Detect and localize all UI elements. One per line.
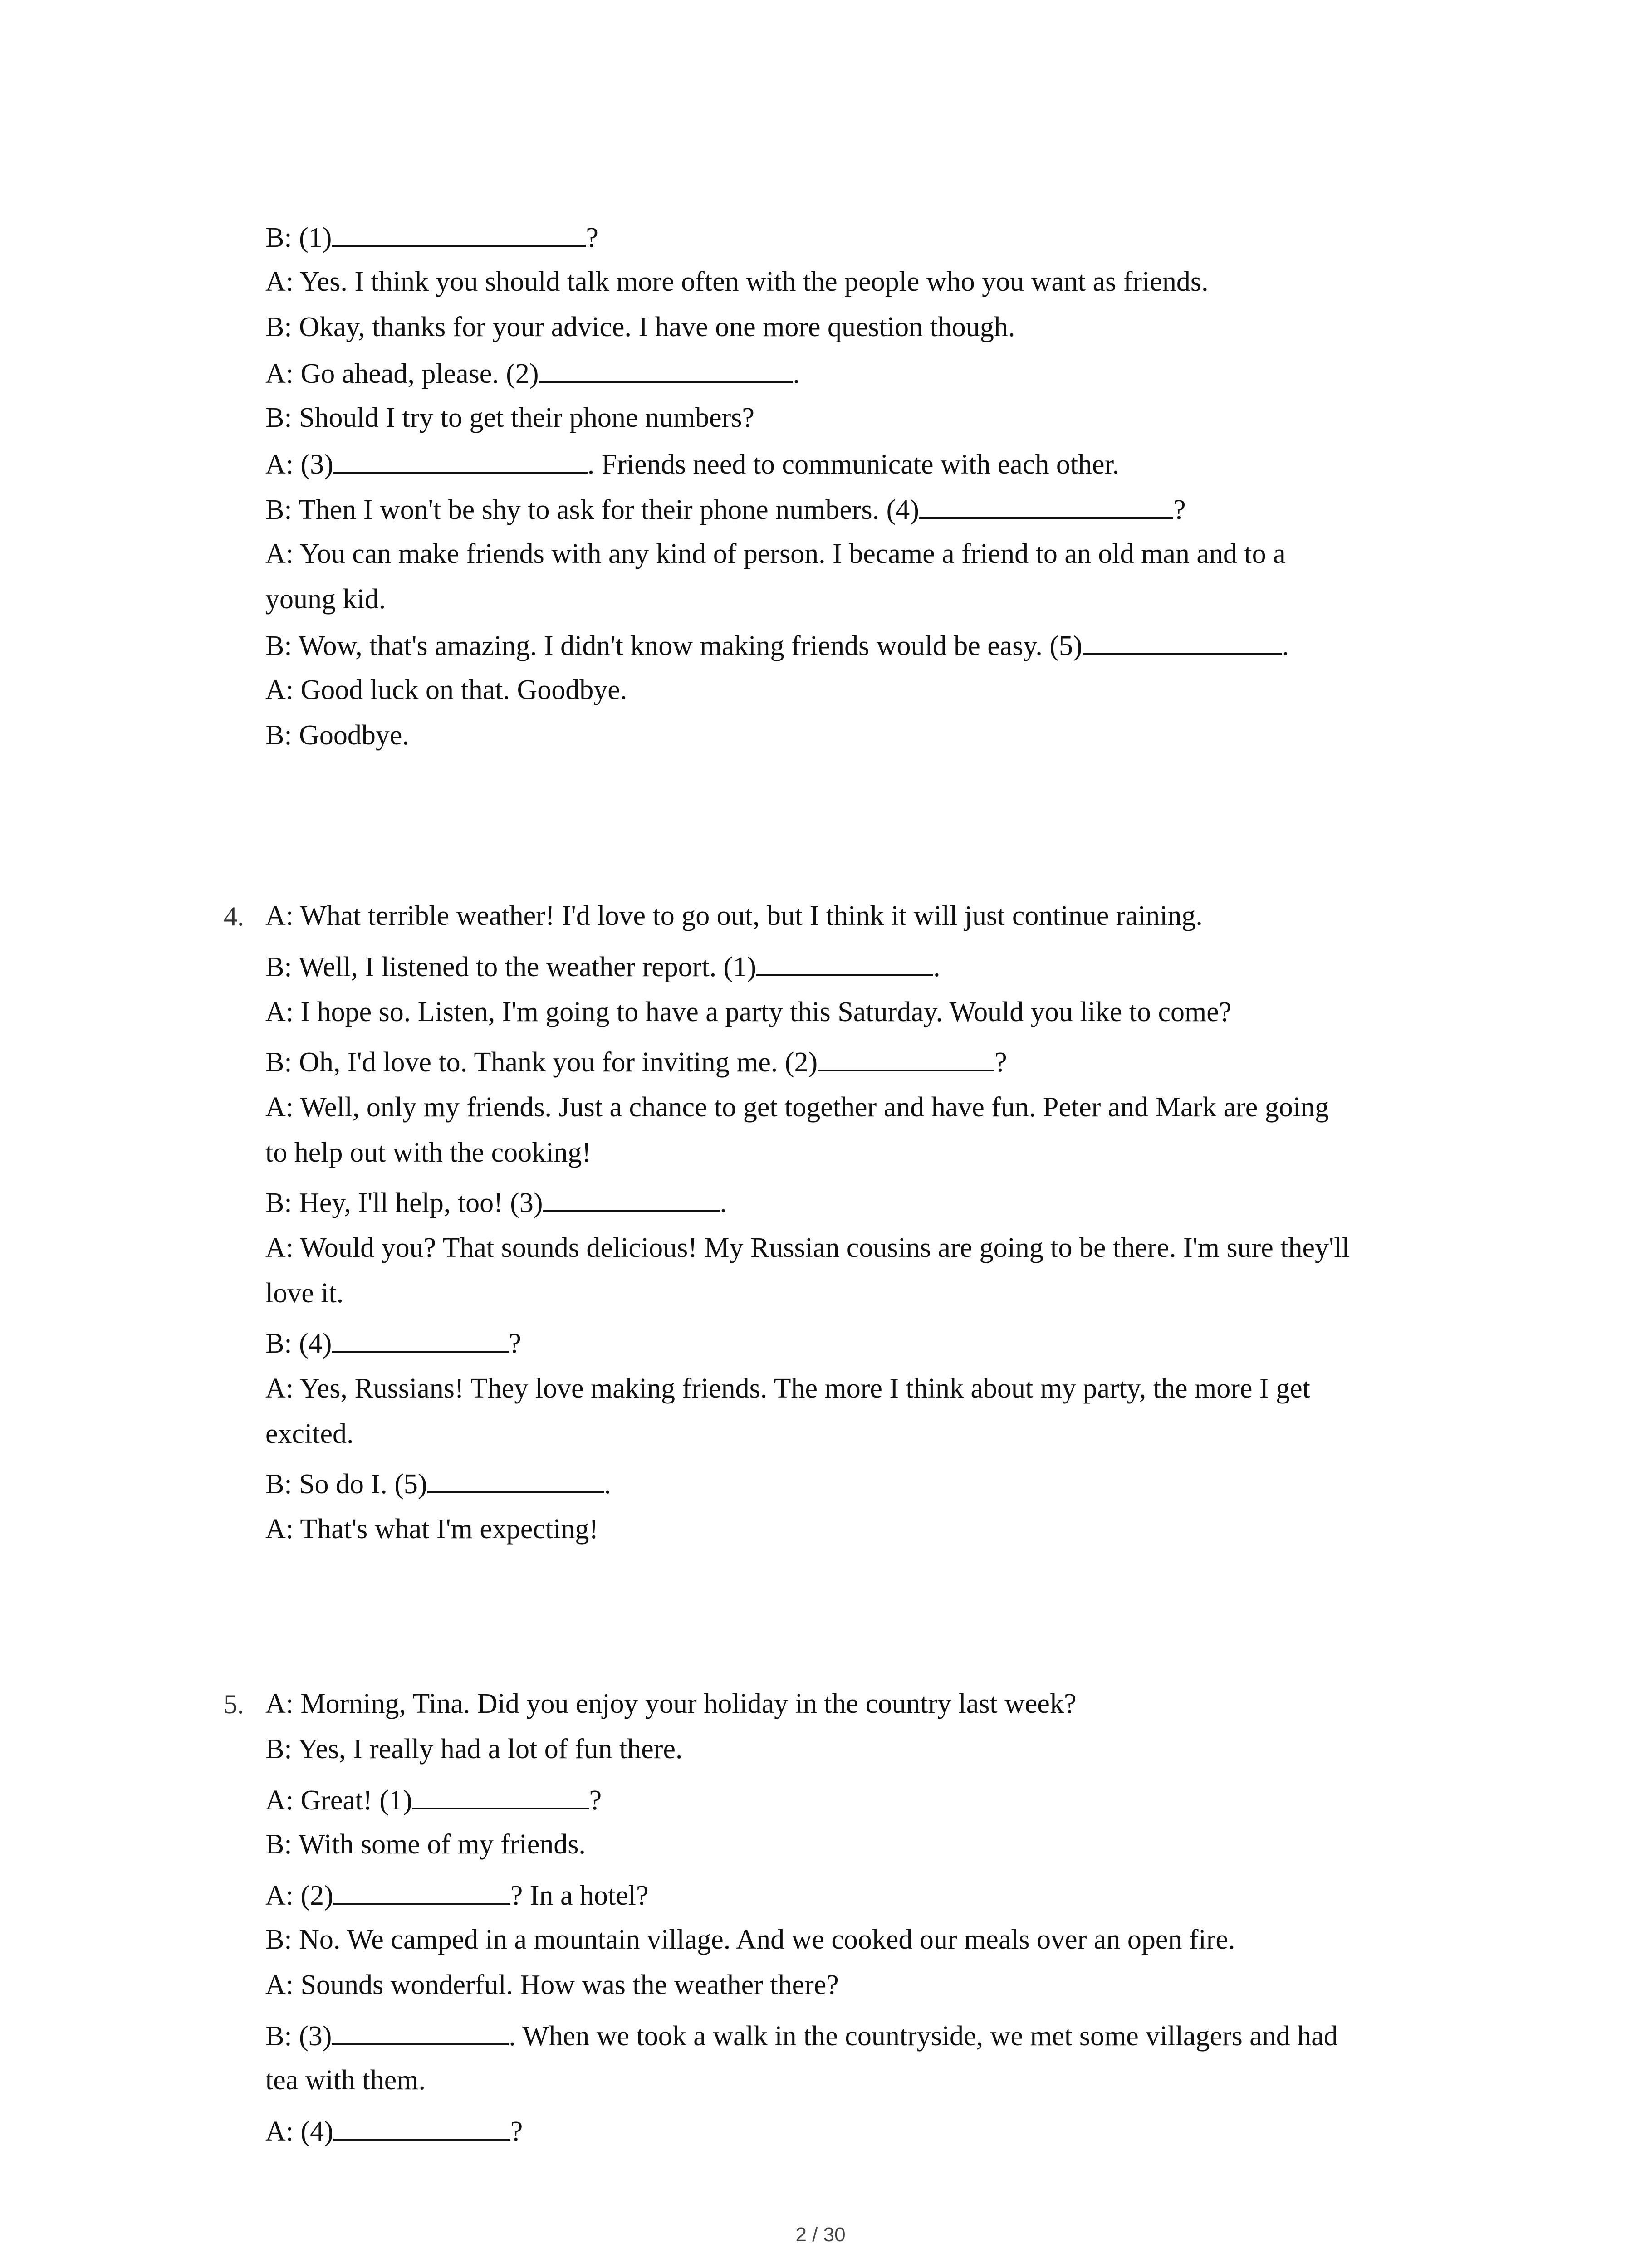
dialogue-text: ? In a hotel? [510, 1880, 649, 1911]
dialogue-text: B: Okay, thanks for your advice. I have one more question though. [265, 312, 1015, 342]
dialogue-text: A: Great! (1) [265, 1785, 412, 1816]
dialogue-text: B: So do I. (5) [265, 1469, 427, 1500]
dialogue-line [265, 1515, 598, 1543]
dialogue-text: A: Yes. I think you should talk more often with the people who you want as friends. [265, 266, 1209, 297]
dialogue-text: B: Yes, I really had a lot of fun there. [265, 1734, 683, 1765]
dialogue-line [265, 1234, 1350, 1262]
dialogue-line [265, 404, 754, 432]
dialogue-text: young kid. [265, 584, 386, 615]
answer-blank[interactable] [412, 1785, 589, 1809]
dialogue-text: B: With some of my friends. [265, 1829, 586, 1860]
answer-blank[interactable] [756, 952, 933, 976]
dialogue-text: A: Go ahead, please. (2) [265, 358, 539, 389]
dialogue-text: A: Morning, Tina. Did you enjoy your holiday in the country last week? [265, 1688, 1077, 1719]
dialogue-line [265, 1093, 1329, 1121]
dialogue-text: A: Well, only my friends. Just a chance to get together and have fun. Peter and Mark are going [265, 1092, 1329, 1123]
answer-blank[interactable] [539, 358, 793, 383]
dialogue-line [265, 540, 1286, 568]
dialogue-text: B: Well, I listened to the weather report. (1) [265, 952, 756, 982]
dialogue-line [265, 358, 800, 388]
dialogue-line [265, 2021, 1338, 2050]
dialogue-line [265, 1047, 1007, 1076]
answer-blank[interactable] [333, 2116, 510, 2141]
answer-blank[interactable] [332, 2021, 509, 2045]
dialogue-line [265, 449, 1119, 479]
dialogue-text: B: No. We camped in a mountain village. And we cooked our meals over an open fire. [265, 1924, 1235, 1955]
dialogue-text: . [720, 1188, 727, 1218]
dialogue-text: A: (3) [265, 449, 333, 480]
answer-blank[interactable] [1083, 631, 1282, 655]
dialogue-line [265, 676, 627, 704]
dialogue-text: to help out with the cooking! [265, 1137, 592, 1168]
dialogue-text: ? [1173, 494, 1186, 525]
question-number: 4. [224, 901, 244, 931]
dialogue-line [265, 2116, 523, 2146]
answer-blank[interactable] [332, 222, 586, 247]
dialogue-line [265, 1420, 354, 1448]
dialogue-line [265, 1880, 648, 1910]
dialogue-line [265, 494, 1185, 524]
dialogue-text: B: Oh, I'd love to. Thank you for inviting me. (2) [265, 1047, 818, 1078]
dialogue-text: . [1282, 631, 1289, 661]
dialogue-line [265, 1279, 343, 1307]
answer-blank[interactable] [333, 449, 588, 474]
dialogue-line [265, 1328, 521, 1358]
dialogue-line [265, 1830, 586, 1858]
dialogue-text: ? [589, 1785, 602, 1816]
dialogue-text: ? [994, 1047, 1007, 1078]
answer-blank[interactable] [427, 1469, 604, 1493]
dialogue-text: B: (1) [265, 222, 332, 253]
dialogue-text: B: (4) [265, 1328, 332, 1359]
answer-blank[interactable] [333, 1880, 510, 1905]
dialogue-line [265, 1690, 1076, 1718]
question-number: 5. [224, 1689, 244, 1719]
dialogue-text: tea with them. [265, 2065, 426, 2096]
dialogue-text: A: (2) [265, 1880, 333, 1911]
dialogue-text: B: Hey, I'll help, too! (3) [265, 1188, 543, 1218]
answer-blank[interactable] [332, 1328, 509, 1353]
dialogue-text: A: That's what I'm expecting! [265, 1514, 599, 1545]
dialogue-text: excited. [265, 1418, 354, 1449]
dialogue-line [265, 1469, 611, 1498]
dialogue-text: A: Sounds wonderful. How was the weather there? [265, 1970, 839, 2000]
dialogue-text: B: Then I won't be shy to ask for their phone numbers. (4) [265, 494, 919, 525]
dialogue-line [265, 952, 940, 981]
dialogue-line [265, 1374, 1310, 1403]
dialogue-text: B: Wow, that's amazing. I didn't know making friends would be easy. (5) [265, 631, 1083, 661]
dialogue-text: A: (4) [265, 2116, 333, 2147]
dialogue-line [265, 998, 1231, 1026]
dialogue-line [265, 268, 1208, 296]
dialogue-text: A: What terrible weather! I'd love to go out, but I think it will just continue raining. [265, 900, 1203, 931]
dialogue-text: love it. [265, 1278, 344, 1309]
dialogue-line [265, 313, 1015, 341]
dialogue-text: A: I hope so. Listen, I'm going to have a party this Saturday. Would you like to come? [265, 997, 1232, 1027]
answer-blank[interactable] [818, 1047, 994, 1071]
dialogue-text: A: You can make friends with any kind of person. I became a friend to an old man and to a [265, 538, 1286, 569]
answer-blank[interactable] [543, 1188, 720, 1212]
dialogue-text: B: Should I try to get their phone numbers? [265, 402, 754, 433]
dialogue-text: ? [586, 222, 598, 253]
dialogue-text: B: Goodbye. [265, 720, 409, 751]
dialogue-text: A: Yes, Russians! They love making friends. The more I think about my party, the more I get [265, 1373, 1310, 1404]
dialogue-text: B: (3) [265, 2021, 332, 2052]
dialogue-line [265, 1926, 1235, 1954]
dialogue-line [265, 721, 409, 749]
dialogue-line [265, 1971, 839, 1999]
dialogue-line [265, 1139, 591, 1167]
dialogue-text: . [933, 952, 941, 982]
dialogue-text: . [604, 1469, 611, 1500]
dialogue-text: . When we took a walk in the countryside, we met some villagers and had [509, 2021, 1338, 2052]
dialogue-line [265, 585, 386, 613]
dialogue-line [265, 902, 1203, 930]
answer-blank[interactable] [919, 494, 1173, 519]
dialogue-text: . [793, 358, 800, 389]
page-number: 2 / 30 [795, 2224, 846, 2246]
dialogue-text: A: Good luck on that. Goodbye. [265, 675, 627, 705]
dialogue-text: . Friends need to communicate with each other. [587, 449, 1120, 480]
dialogue-line [265, 631, 1289, 660]
dialogue-text: ? [510, 2116, 523, 2147]
dialogue-line [265, 1188, 727, 1217]
dialogue-text: ? [509, 1328, 521, 1359]
dialogue-line [265, 2066, 426, 2094]
dialogue-text: A: Would you? That sounds delicious! My Russian cousins are going to be there. I'm sure they'll [265, 1232, 1350, 1263]
dialogue-line [265, 1735, 682, 1763]
dialogue-line [265, 222, 598, 252]
dialogue-line [265, 1785, 602, 1814]
